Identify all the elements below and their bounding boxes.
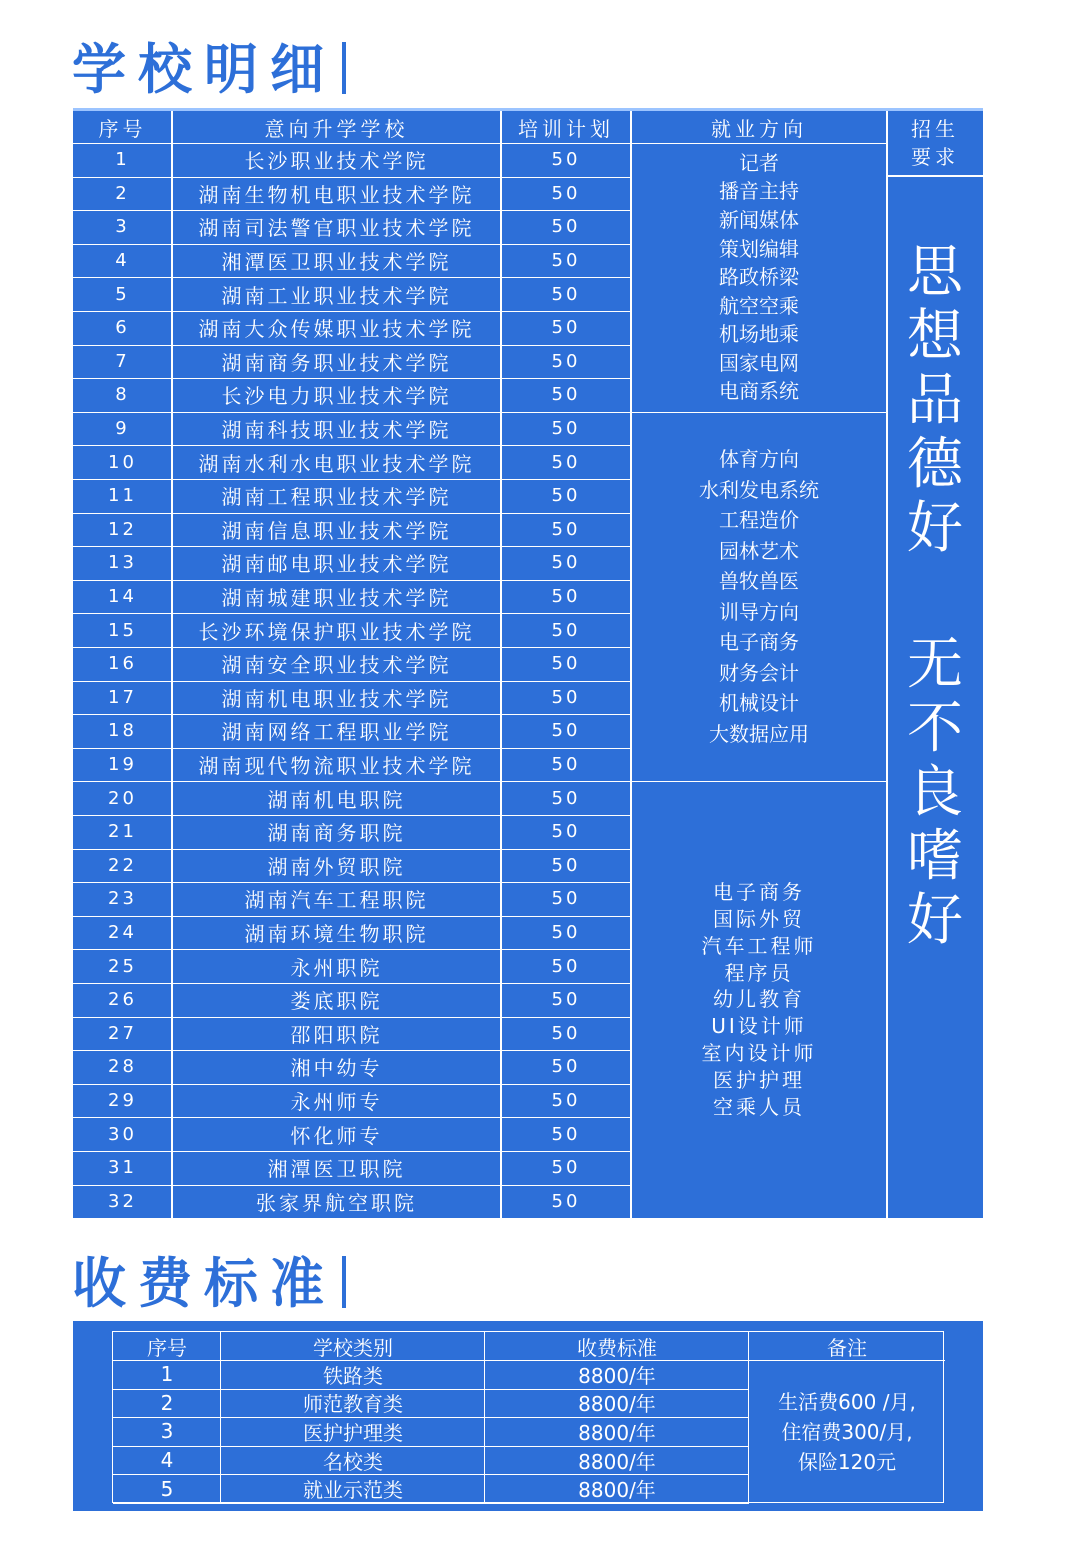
row-plan: 50 <box>551 686 581 708</box>
row-plan: 50 <box>551 720 581 742</box>
row-school: 湖南商务职院 <box>267 821 406 846</box>
career-item: 策划编辑 <box>719 236 799 261</box>
column-divider <box>886 111 888 1218</box>
fee-row-fee: 8800/年 <box>578 1420 656 1445</box>
row-plan: 50 <box>551 250 581 272</box>
row-plan: 50 <box>551 451 581 473</box>
row-index: 11 <box>108 485 137 507</box>
fee-table <box>112 1331 944 1503</box>
row-index: 31 <box>108 1157 137 1179</box>
row-divider <box>73 1185 631 1186</box>
career-item: 汽车工程师 <box>701 933 817 958</box>
header-index: 序号 <box>98 116 147 141</box>
row-plan: 50 <box>551 1022 581 1044</box>
career-item: 财务会计 <box>719 660 799 685</box>
header-career: 就业方向 <box>711 116 807 141</box>
row-plan: 50 <box>551 922 581 944</box>
row-school: 邵阳职院 <box>290 1022 383 1047</box>
row-school: 湘中幼专 <box>290 1056 383 1081</box>
fee-column-divider <box>220 1332 221 1504</box>
row-plan: 50 <box>551 317 581 339</box>
row-school: 湖南外贸职院 <box>267 854 406 879</box>
row-divider <box>73 277 631 278</box>
row-school: 湖南科技职业技术学院 <box>221 418 452 443</box>
row-plan: 50 <box>551 518 581 540</box>
header-plan: 培训计划 <box>518 116 614 141</box>
section-title-fees: 收费标准 <box>72 1256 346 1311</box>
row-plan: 50 <box>551 350 581 372</box>
career-item: 国家电网 <box>719 350 799 375</box>
fee-note-line: 住宿费300/月, <box>781 1419 913 1444</box>
row-plan: 50 <box>551 1056 581 1078</box>
row-index: 19 <box>108 754 137 776</box>
fee-row-fee: 8800/年 <box>578 1392 656 1417</box>
row-divider <box>73 613 631 614</box>
row-plan: 50 <box>551 182 581 204</box>
row-index: 15 <box>108 619 137 641</box>
career-item: 园林艺术 <box>719 538 799 563</box>
row-school: 湘潭医卫职业技术学院 <box>221 250 452 275</box>
row-school: 湖南机电职业技术学院 <box>221 686 452 711</box>
requirement-text <box>890 241 980 953</box>
row-divider <box>73 916 631 917</box>
career-item: 航空空乘 <box>719 293 799 318</box>
row-plan: 50 <box>551 619 581 641</box>
column-divider <box>171 111 173 1218</box>
row-school: 湖南司法警官职业技术学院 <box>198 216 475 241</box>
row-school: 长沙电力职业技术学院 <box>221 384 452 409</box>
row-school: 湖南信息职业技术学院 <box>221 518 452 543</box>
row-index: 28 <box>108 1056 137 1078</box>
row-divider <box>73 714 631 715</box>
career-item: 机场地乘 <box>719 322 799 347</box>
row-plan: 50 <box>551 283 581 305</box>
row-index: 29 <box>108 1090 137 1112</box>
requirement-char: 思 <box>907 240 963 305</box>
requirement-char: 无 <box>907 632 963 697</box>
row-index: 7 <box>115 350 130 372</box>
requirement-char: 品 <box>907 368 963 433</box>
row-school: 湖南邮电职业技术学院 <box>221 552 452 577</box>
career-item: 播音主持 <box>719 179 799 204</box>
row-plan: 50 <box>551 418 581 440</box>
career-item: 记者 <box>739 150 779 175</box>
row-divider <box>73 378 631 379</box>
row-divider <box>73 479 631 480</box>
column-divider <box>630 111 632 1218</box>
row-divider <box>73 781 631 782</box>
header-divider <box>887 175 983 177</box>
row-divider <box>73 311 631 312</box>
row-plan: 50 <box>551 888 581 910</box>
row-divider <box>73 1050 631 1051</box>
career-item: 幼儿教育 <box>713 987 805 1012</box>
career-item: 医护护理 <box>713 1067 805 1092</box>
career-item: 电商系统 <box>719 379 799 404</box>
row-index: 20 <box>108 787 137 809</box>
row-divider <box>73 345 631 346</box>
row-index: 12 <box>108 518 137 540</box>
row-divider <box>73 1117 631 1118</box>
row-divider <box>73 513 631 514</box>
career-item: 新闻媒体 <box>719 207 799 232</box>
requirement-char: 嗜 <box>907 824 963 889</box>
career-group <box>631 143 887 412</box>
row-school: 湖南现代物流职业技术学院 <box>198 754 475 779</box>
fee-note <box>749 1360 945 1503</box>
row-school: 永州师专 <box>290 1090 383 1115</box>
requirement-char: 想 <box>907 304 963 369</box>
row-divider <box>73 949 631 950</box>
requirement-char: 不 <box>907 696 963 761</box>
title-bar <box>342 42 346 94</box>
career-item: UI设计师 <box>711 1014 807 1039</box>
row-index: 21 <box>108 821 137 843</box>
row-index: 10 <box>108 451 137 473</box>
career-item: 程序员 <box>724 960 794 985</box>
row-plan: 50 <box>551 955 581 977</box>
row-school: 湖南汽车工程职院 <box>244 888 429 913</box>
row-school: 湖南城建职业技术学院 <box>221 586 452 611</box>
header-req: 招生要求 <box>911 117 959 169</box>
row-school: 湘潭医卫职院 <box>267 1157 406 1182</box>
fee-row-index: 2 <box>160 1390 174 1415</box>
row-plan: 50 <box>551 989 581 1011</box>
fee-row-divider <box>113 1446 749 1447</box>
group-divider <box>631 412 887 413</box>
row-index: 9 <box>115 418 130 440</box>
row-divider <box>73 815 631 816</box>
fee-row-type: 师范教育类 <box>303 1392 403 1417</box>
row-school: 湖南商务职业技术学院 <box>221 350 452 375</box>
row-index: 27 <box>108 1022 137 1044</box>
row-index: 14 <box>108 586 137 608</box>
career-item: 国际外贸 <box>713 907 805 931</box>
career-item: 机械设计 <box>719 691 799 716</box>
group-divider <box>631 143 887 144</box>
row-index: 13 <box>108 552 137 574</box>
row-index: 6 <box>115 317 130 339</box>
row-school: 湖南网络工程职业学院 <box>221 720 452 745</box>
career-group <box>631 412 887 782</box>
fee-row-type: 铁路类 <box>323 1363 383 1388</box>
row-index: 2 <box>115 182 130 204</box>
row-index: 3 <box>115 216 130 238</box>
row-plan: 50 <box>551 1157 581 1179</box>
fee-header-index: 序号 <box>147 1335 187 1360</box>
row-school: 张家界航空职院 <box>256 1190 417 1215</box>
row-plan: 50 <box>551 1123 581 1145</box>
column-divider <box>500 111 502 1218</box>
row-divider <box>73 681 631 682</box>
fee-header-fee: 收费标准 <box>577 1335 657 1360</box>
section-title-schools: 学校明细 <box>72 42 346 97</box>
row-index: 24 <box>108 922 137 944</box>
row-school: 湖南环境生物职院 <box>244 922 429 947</box>
fee-row-index: 1 <box>160 1362 174 1387</box>
header-school: 意向升学学校 <box>264 116 409 141</box>
group-divider <box>631 781 887 782</box>
career-item: 电子商务 <box>719 630 799 655</box>
row-index: 32 <box>108 1190 137 1212</box>
row-plan: 50 <box>551 787 581 809</box>
career-item: 训导方向 <box>719 599 799 624</box>
fee-header-note: 备注 <box>827 1335 867 1360</box>
row-index: 26 <box>108 989 137 1011</box>
career-group <box>631 781 887 1218</box>
row-divider <box>73 1218 631 1219</box>
career-item: 大数据应用 <box>709 721 809 746</box>
row-plan: 50 <box>551 485 581 507</box>
row-plan: 50 <box>551 552 581 574</box>
row-divider <box>73 1084 631 1085</box>
row-plan: 50 <box>551 821 581 843</box>
fee-row-index: 4 <box>160 1448 174 1473</box>
row-index: 1 <box>115 149 130 171</box>
fee-note-line: 生活费600 /月, <box>778 1389 916 1414</box>
title-bar <box>342 1256 346 1308</box>
fee-row-divider <box>113 1503 749 1504</box>
fee-note-line: 保险120元 <box>797 1449 897 1474</box>
row-divider <box>73 546 631 547</box>
career-item: 室内设计师 <box>701 1040 817 1065</box>
career-item: 工程造价 <box>719 508 799 533</box>
row-divider <box>73 882 631 883</box>
fee-column-divider <box>484 1332 485 1504</box>
row-divider <box>73 1151 631 1152</box>
row-school: 怀化师专 <box>290 1123 383 1148</box>
row-school: 湖南安全职业技术学院 <box>221 653 452 678</box>
fee-row-index: 5 <box>160 1476 174 1501</box>
fee-row-index: 3 <box>160 1419 174 1444</box>
row-index: 22 <box>108 854 137 876</box>
row-plan: 50 <box>551 216 581 238</box>
row-school: 湖南工程职业技术学院 <box>221 485 452 510</box>
fee-panel <box>73 1321 983 1511</box>
row-plan: 50 <box>551 586 581 608</box>
row-divider <box>73 983 631 984</box>
fee-row-divider <box>113 1417 749 1418</box>
row-school: 长沙环境保护职业技术学院 <box>198 619 475 644</box>
row-divider <box>73 143 631 144</box>
row-index: 16 <box>108 653 137 675</box>
row-index: 4 <box>115 250 130 272</box>
row-index: 8 <box>115 384 130 406</box>
row-plan: 50 <box>551 754 581 776</box>
fee-column-divider <box>748 1332 749 1504</box>
row-plan: 50 <box>551 384 581 406</box>
requirement-char <box>890 561 980 633</box>
row-index: 5 <box>115 283 130 305</box>
row-school: 湖南工业职业技术学院 <box>221 283 452 308</box>
row-school: 永州职院 <box>290 955 383 980</box>
career-item: 电子商务 <box>713 880 805 905</box>
row-index: 25 <box>108 955 137 977</box>
fee-row-divider <box>113 1389 749 1390</box>
row-plan: 50 <box>551 653 581 675</box>
row-divider <box>73 748 631 749</box>
school-table <box>73 108 983 1218</box>
fee-row-fee: 8800/年 <box>578 1363 656 1388</box>
career-item: 水利发电系统 <box>699 477 819 502</box>
row-plan: 50 <box>551 1190 581 1212</box>
row-index: 17 <box>108 686 137 708</box>
row-plan: 50 <box>551 149 581 171</box>
row-index: 23 <box>108 888 137 910</box>
row-index: 30 <box>108 1123 137 1145</box>
row-plan: 50 <box>551 1090 581 1112</box>
row-divider <box>73 580 631 581</box>
row-school: 湖南机电职院 <box>267 787 406 812</box>
row-divider <box>73 412 631 413</box>
career-item: 兽牧兽医 <box>719 569 799 594</box>
row-school: 娄底职院 <box>290 989 383 1014</box>
fee-row-divider <box>113 1360 945 1361</box>
row-divider <box>73 210 631 211</box>
row-school: 湖南生物机电职业技术学院 <box>198 182 475 207</box>
row-divider <box>73 849 631 850</box>
fee-row-type: 名校类 <box>323 1449 383 1474</box>
row-divider <box>73 647 631 648</box>
fee-row-divider <box>113 1474 749 1475</box>
career-item: 体育方向 <box>719 447 799 472</box>
fee-row-fee: 8800/年 <box>578 1449 656 1474</box>
career-item: 路政桥梁 <box>719 265 799 290</box>
requirement-char: 良 <box>907 760 963 825</box>
row-divider <box>73 244 631 245</box>
fee-header-type: 学校类别 <box>313 1335 393 1360</box>
career-item: 空乘人员 <box>713 1094 805 1119</box>
row-index: 18 <box>108 720 137 742</box>
fee-row-type: 医护护理类 <box>303 1420 403 1445</box>
requirement-char: 德 <box>907 432 963 497</box>
row-divider <box>73 445 631 446</box>
fee-row-fee: 8800/年 <box>578 1478 656 1503</box>
requirement-char: 好 <box>907 496 963 561</box>
row-plan: 50 <box>551 854 581 876</box>
row-divider <box>73 1017 631 1018</box>
row-divider <box>73 177 631 178</box>
row-school: 湖南水利水电职业技术学院 <box>198 451 475 476</box>
row-school: 长沙职业技术学院 <box>244 149 429 174</box>
row-school: 湖南大众传媒职业技术学院 <box>198 317 475 342</box>
fee-row-type: 就业示范类 <box>303 1478 403 1503</box>
requirement-char: 好 <box>907 888 963 953</box>
